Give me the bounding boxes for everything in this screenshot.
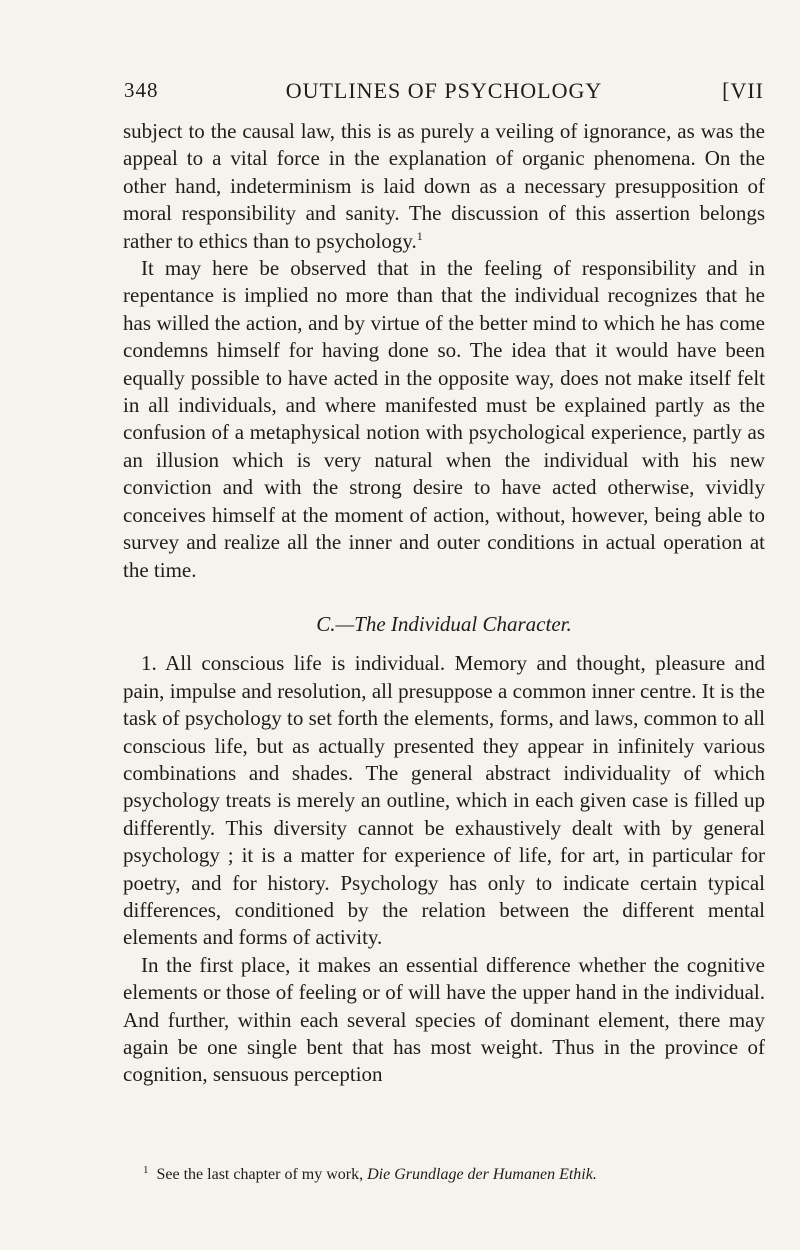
body-text bbox=[123, 118, 765, 1089]
section-letter: C. bbox=[316, 611, 336, 636]
running-title: OUTLINES OF PSYCHOLOGY bbox=[285, 78, 603, 103]
paragraph-first-place: In the first place, it makes an essential difference whether the cognitive elements or those of feeling or of will have the upper hand in the individual. And further, within each several species of dominant element, there may again be one single bent that has most weight. Thus in the province of cognition, sensuous perception bbox=[123, 952, 765, 1087]
section-title: —The Individual Character. bbox=[335, 611, 572, 636]
footnote-book-title: Die Grundlage der Humanen Ethik. bbox=[367, 1166, 597, 1183]
footnote-text: See the last chapter of my work, bbox=[156, 1166, 364, 1183]
section-heading bbox=[123, 611, 765, 638]
paragraph-individual-life: 1. All conscious life is individual. Memory and thought, pleasure and pain, impulse and resolution, all presuppose a common inner centre. It is the task of psychology to set forth the elements, forms, and laws, common to all conscious life, but as actually presented they appear in infinitely various combinations and shades. The general abstract individuality of which psychology treats is merely an outline, which in each given case is filled up differently. This diversity cannot be exhaustively dealt with by general psychology ; it is a matter for experience of life, for art, in particular for poetry, and for history. Psychology has only to indicate certain typical differences, conditioned by the relation between the different mental elements and forms of activity. bbox=[123, 651, 765, 950]
paragraph-text: subject to the causal law, this is as purely a veiling of ignorance, as was the appeal to a vital force in the explanation of organic phenomena. On the other hand, indeterminism is laid down as a necessary presupposition of moral responsibility and sanity. The discussion of this assertion belongs rather to ethics than to psychology. bbox=[123, 119, 765, 253]
paragraph-responsibility: It may here be observed that in the feeling of responsibility and in repentance is implied no more than that the individual recognizes that he has willed the action, and by virtue of the better mind to which he has come condemns himself for having done so. The idea that it would have been equally possible to have acted in the opposite way, does not make itself felt in all individuals, and where manifested must be explained partly as the confusion of a metaphysical notion with psychological experience, partly as an illusion which is very natural when the individual with his new conviction and with the strong desire to have acted otherwise, vividly conceives himself at the moment of action, without, however, being able to survey and realize all the inner and outer conditions in actual operation at the time. bbox=[123, 256, 765, 582]
page-number: 348 bbox=[124, 78, 159, 102]
page-header bbox=[124, 78, 764, 112]
footnote bbox=[143, 1165, 765, 1185]
chapter-marker: [VII bbox=[722, 78, 764, 103]
footnote-reference: 1 bbox=[416, 228, 423, 243]
footnote-number: 1 bbox=[143, 1163, 149, 1176]
paragraph-continuation bbox=[123, 118, 765, 255]
